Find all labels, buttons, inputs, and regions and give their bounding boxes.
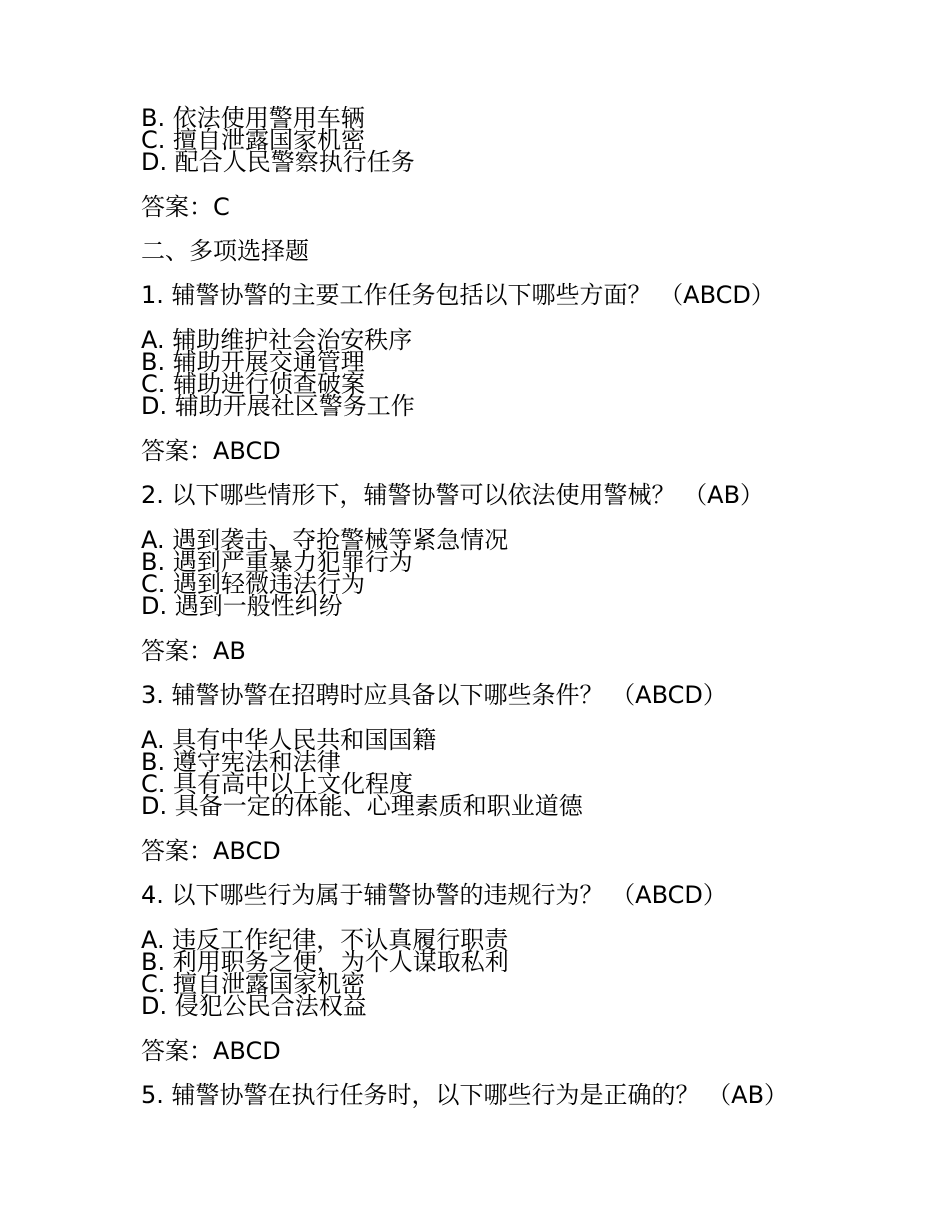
option-c: C. 擅自泄露国家机密 xyxy=(141,970,366,998)
option-c: C. 具有高中以上文化程度 xyxy=(141,770,414,798)
options-list xyxy=(141,104,901,176)
option-d: D. 辅助开展社区警务工作 xyxy=(141,392,415,420)
option-c: C. 遇到轻微违法行为 xyxy=(141,570,366,598)
document-page xyxy=(141,104,901,1110)
option-d: D. 配合人民警察执行任务 xyxy=(141,148,415,176)
option-b: B. 辅助开展交通管理 xyxy=(141,348,365,376)
answer: 答案：C xyxy=(141,193,230,221)
option-d: D. 侵犯公民合法权益 xyxy=(141,992,367,1020)
option-d: D. 遇到一般性纠纷 xyxy=(141,592,343,620)
option-b: B. 依法使用警用车辆 xyxy=(141,104,365,132)
option-c: C. 辅助进行侦查破案 xyxy=(141,370,366,398)
options-list xyxy=(141,726,901,820)
question-text: 1. 辅警协警的主要工作任务包括以下哪些方面？ （ABCD） xyxy=(141,281,775,309)
options-list xyxy=(141,926,901,1020)
question-text: 3. 辅警协警在招聘时应具备以下哪些条件？ （ABCD） xyxy=(141,681,727,709)
option-a: A. 遇到袭击、夺抢警械等紧急情况 xyxy=(141,526,509,554)
section-title: 二、多项选择题 xyxy=(141,237,309,265)
question-text: 5. 辅警协警在执行任务时，以下哪些行为是正确的？ （AB） xyxy=(141,1081,789,1109)
question-text: 2. 以下哪些情形下，辅警协警可以依法使用警械？ （AB） xyxy=(141,481,765,509)
options-list xyxy=(141,526,901,620)
answer: 答案：ABCD xyxy=(141,1037,281,1065)
option-a: A. 具有中华人民共和国国籍 xyxy=(141,726,437,754)
option-b: B. 遇到严重暴力犯罪行为 xyxy=(141,548,413,576)
answer: 答案：ABCD xyxy=(141,837,281,865)
option-b: B. 遵守宪法和法律 xyxy=(141,748,341,776)
option-d: D. 具备一定的体能、心理素质和职业道德 xyxy=(141,792,583,820)
option-a: A. 辅助维护社会治安秩序 xyxy=(141,326,413,354)
option-c: C. 擅自泄露国家机密 xyxy=(141,126,366,154)
option-b: B. 利用职务之便，为个人谋取私利 xyxy=(141,948,509,976)
answer: 答案：AB xyxy=(141,637,246,665)
option-a: A. 违反工作纪律，不认真履行职责 xyxy=(141,926,509,954)
answer: 答案：ABCD xyxy=(141,437,281,465)
question-text: 4. 以下哪些行为属于辅警协警的违规行为？ （ABCD） xyxy=(141,881,727,909)
options-list xyxy=(141,326,901,420)
